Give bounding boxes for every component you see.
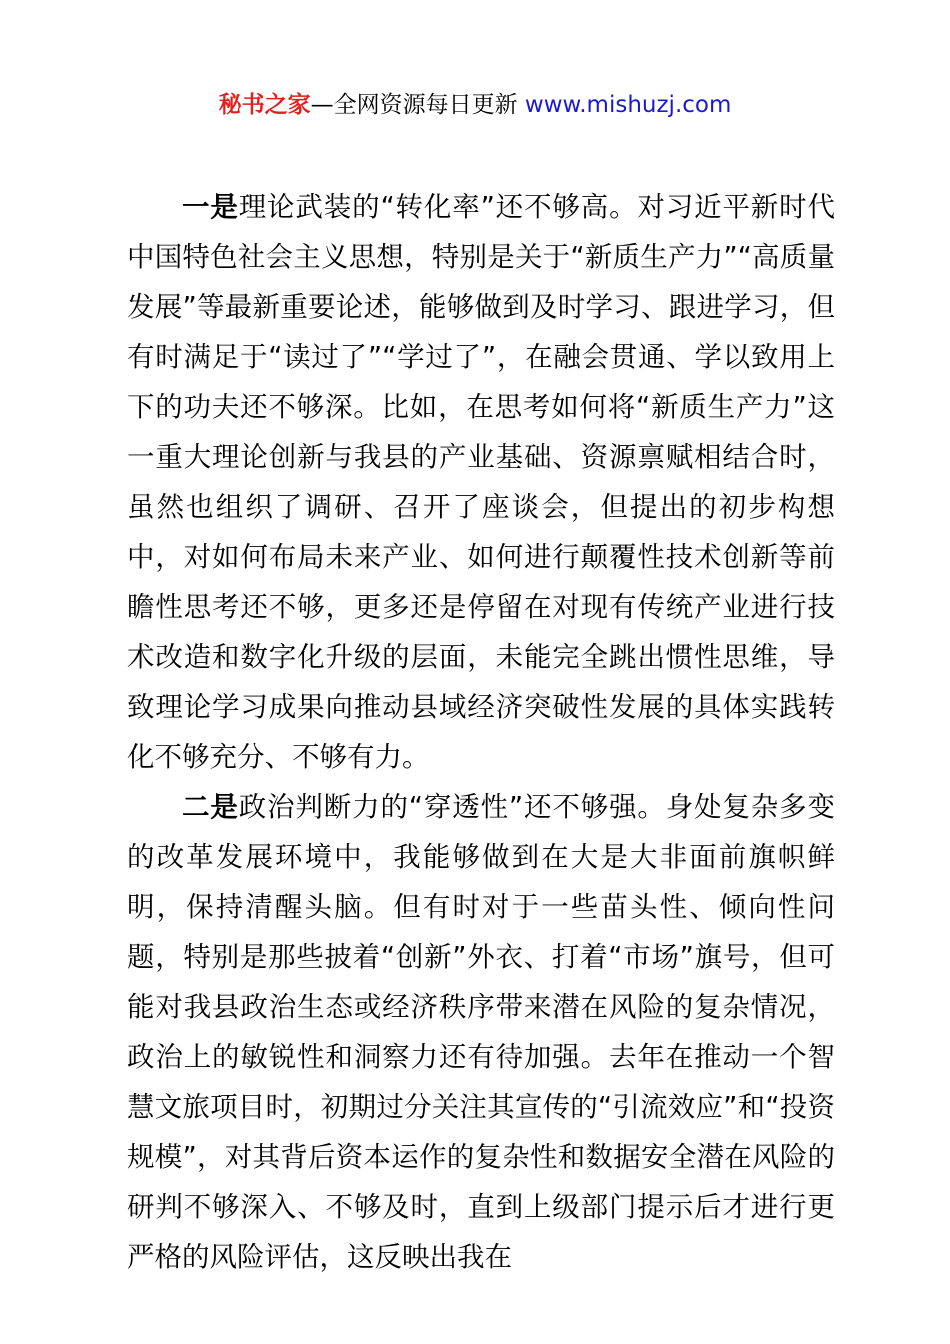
paragraph-1-lead: 一是: [182, 191, 239, 223]
paragraph-1: [127, 182, 835, 782]
paragraph-2: [127, 782, 835, 1282]
website-link[interactable]: www.mishuzj.com: [524, 92, 732, 118]
paragraph-2-text: 政治判断力的“穿透性”还不够强。身处复杂多变的改革发展环境中，我能够做到在大是大非面前旗帜鲜明，保持清醒头脑。但有时对于一些苗头性、倾向性问题，特别是那些披着“创新”外衣、打着“市场”旗号，但可能对我县政治生态或经济秩序带来潜在风险的复杂情况，政治上的敏锐性和洞察力还有待加强。去年在推动一个智慧文旅项目时，初期过分关注其宣传的“引流效应”和“投资规模”，对其背后资本运作的复杂性和数据安全潜在风险的研判不够深入、不够及时，直到上级部门提示后才进行更严格的风险评估，这反映出我在: [127, 791, 835, 1273]
document-body: [127, 182, 835, 1282]
paragraph-1-text: 理论武装的“转化率”还不够高。对习近平新时代中国特色社会主义思想，特别是关于“新质生产力”“高质量发展”等最新重要论述，能够做到及时学习、跟进学习，但有时满足于“读过了”“学过了”，在融会贯通、学以致用上下的功夫还不够深。比如，在思考如何将“新质生产力”这一重大理论创新与我县的产业基础、资源禀赋相结合时，虽然也组织了调研、召开了座谈会，但提出的初步构想中，对如何布局未来产业、如何进行颠覆性技术创新等前瞻性思考还不够，更多还是停留在对现有传统产业进行技术改造和数字化升级的层面，未能完全跳出惯性思维，导致理论学习成果向推动县域经济突破性发展的具体实践转化不够充分、不够有力。: [127, 191, 835, 773]
page-header: [0, 88, 950, 122]
paragraph-2-lead: 二是: [182, 791, 239, 823]
brand-name: 秘书之家: [218, 92, 311, 118]
header-tagline: —全网资源每日更新: [310, 92, 518, 118]
